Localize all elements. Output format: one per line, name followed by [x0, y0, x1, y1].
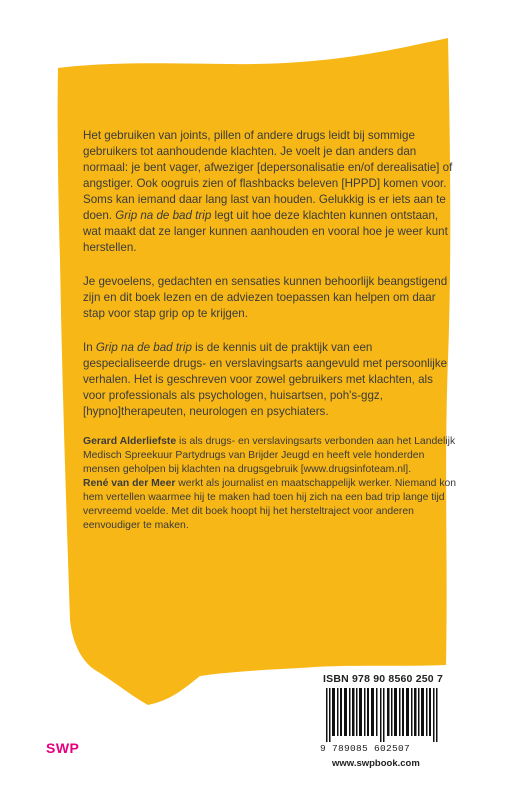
book-title-italic: Grip na de bad trip — [115, 209, 212, 222]
description-paragraph-3 — [83, 340, 453, 420]
isbn-label: ISBN 978 90 8560 250 7 — [323, 673, 443, 685]
paragraph-3-part-2: is de kennis uit de praktijk van een gespecialiseerde drugs- en verslavingsarts aangevuld met persoonlijke verhalen. Het is geschreven voor zowel gebruikers met klachten, als voor professionals als psychologen, huisartsen, poh's-ggz, [hypno]therapeuten, neurologen en psychiaters. — [83, 341, 448, 418]
description-paragraph-2: Je gevoelens, gedachten en sensaties kunnen behoorlijk beangstigend zijn en dit boek lezen en de adviezen toepassen kan helpen om daar stap voor stap grip op te krijgen. — [83, 275, 448, 320]
author-name-1: Gerard Alderliefste — [83, 436, 177, 447]
barcode-icon — [320, 688, 450, 742]
author-bio-2-text: werkt als journalist en maatschappelijk werker. Niemand kon hem vertellen waarmee hij te maken had toen hij zich na een bad trip lange tijd vervreemd voelde. Met dit boek hoopt hij het hersteltraject voor anderen eenvoudiger te maken. — [83, 478, 457, 531]
author-bios — [83, 435, 463, 533]
publisher-website: www.swpbook.com — [332, 758, 420, 769]
description-paragraph-1 — [83, 128, 453, 256]
barcode-digits: 9 789085 602507 — [320, 743, 411, 754]
author-name-2: René van der Meer — [83, 478, 176, 489]
paragraph-1-part-1: Het gebruiken van joints, pillen of andere drugs leidt bij sommige gebruikers tot aanhoudende klachten. Je voelt je dan anders dan normaal: je bent vager, afweziger [depersonalisatie en/of derealisatie] of angstiger. Ook oogruis zien of flashbacks beleven [HPPD] komen voor. Soms kan iemand daar lang last van houden. Gelukkig is er iets aan te doen. — [83, 129, 453, 222]
paragraph-1-part-2: legt uit hoe deze klachten kunnen ontstaan, wat maakt dat ze langer kunnen aanhouden en vooral hoe je weer kunt herstellen. — [83, 209, 448, 254]
publisher-logo: SWP — [46, 740, 80, 756]
author-bio-1 — [83, 435, 463, 477]
author-bio-1-text: is als drugs- en verslavingsarts verbonden aan het Landelijk Medisch Spreekuur Partydrugs van Brijder Jeugd en heeft vele honderden mensen geholpen bij klachten na drugsgebruik [www.drugsinfoteam.nl]. — [83, 436, 456, 475]
book-title-italic: Grip na de bad trip — [95, 341, 192, 354]
author-bio-2 — [83, 477, 463, 533]
paragraph-3-part-1: In — [83, 341, 96, 354]
